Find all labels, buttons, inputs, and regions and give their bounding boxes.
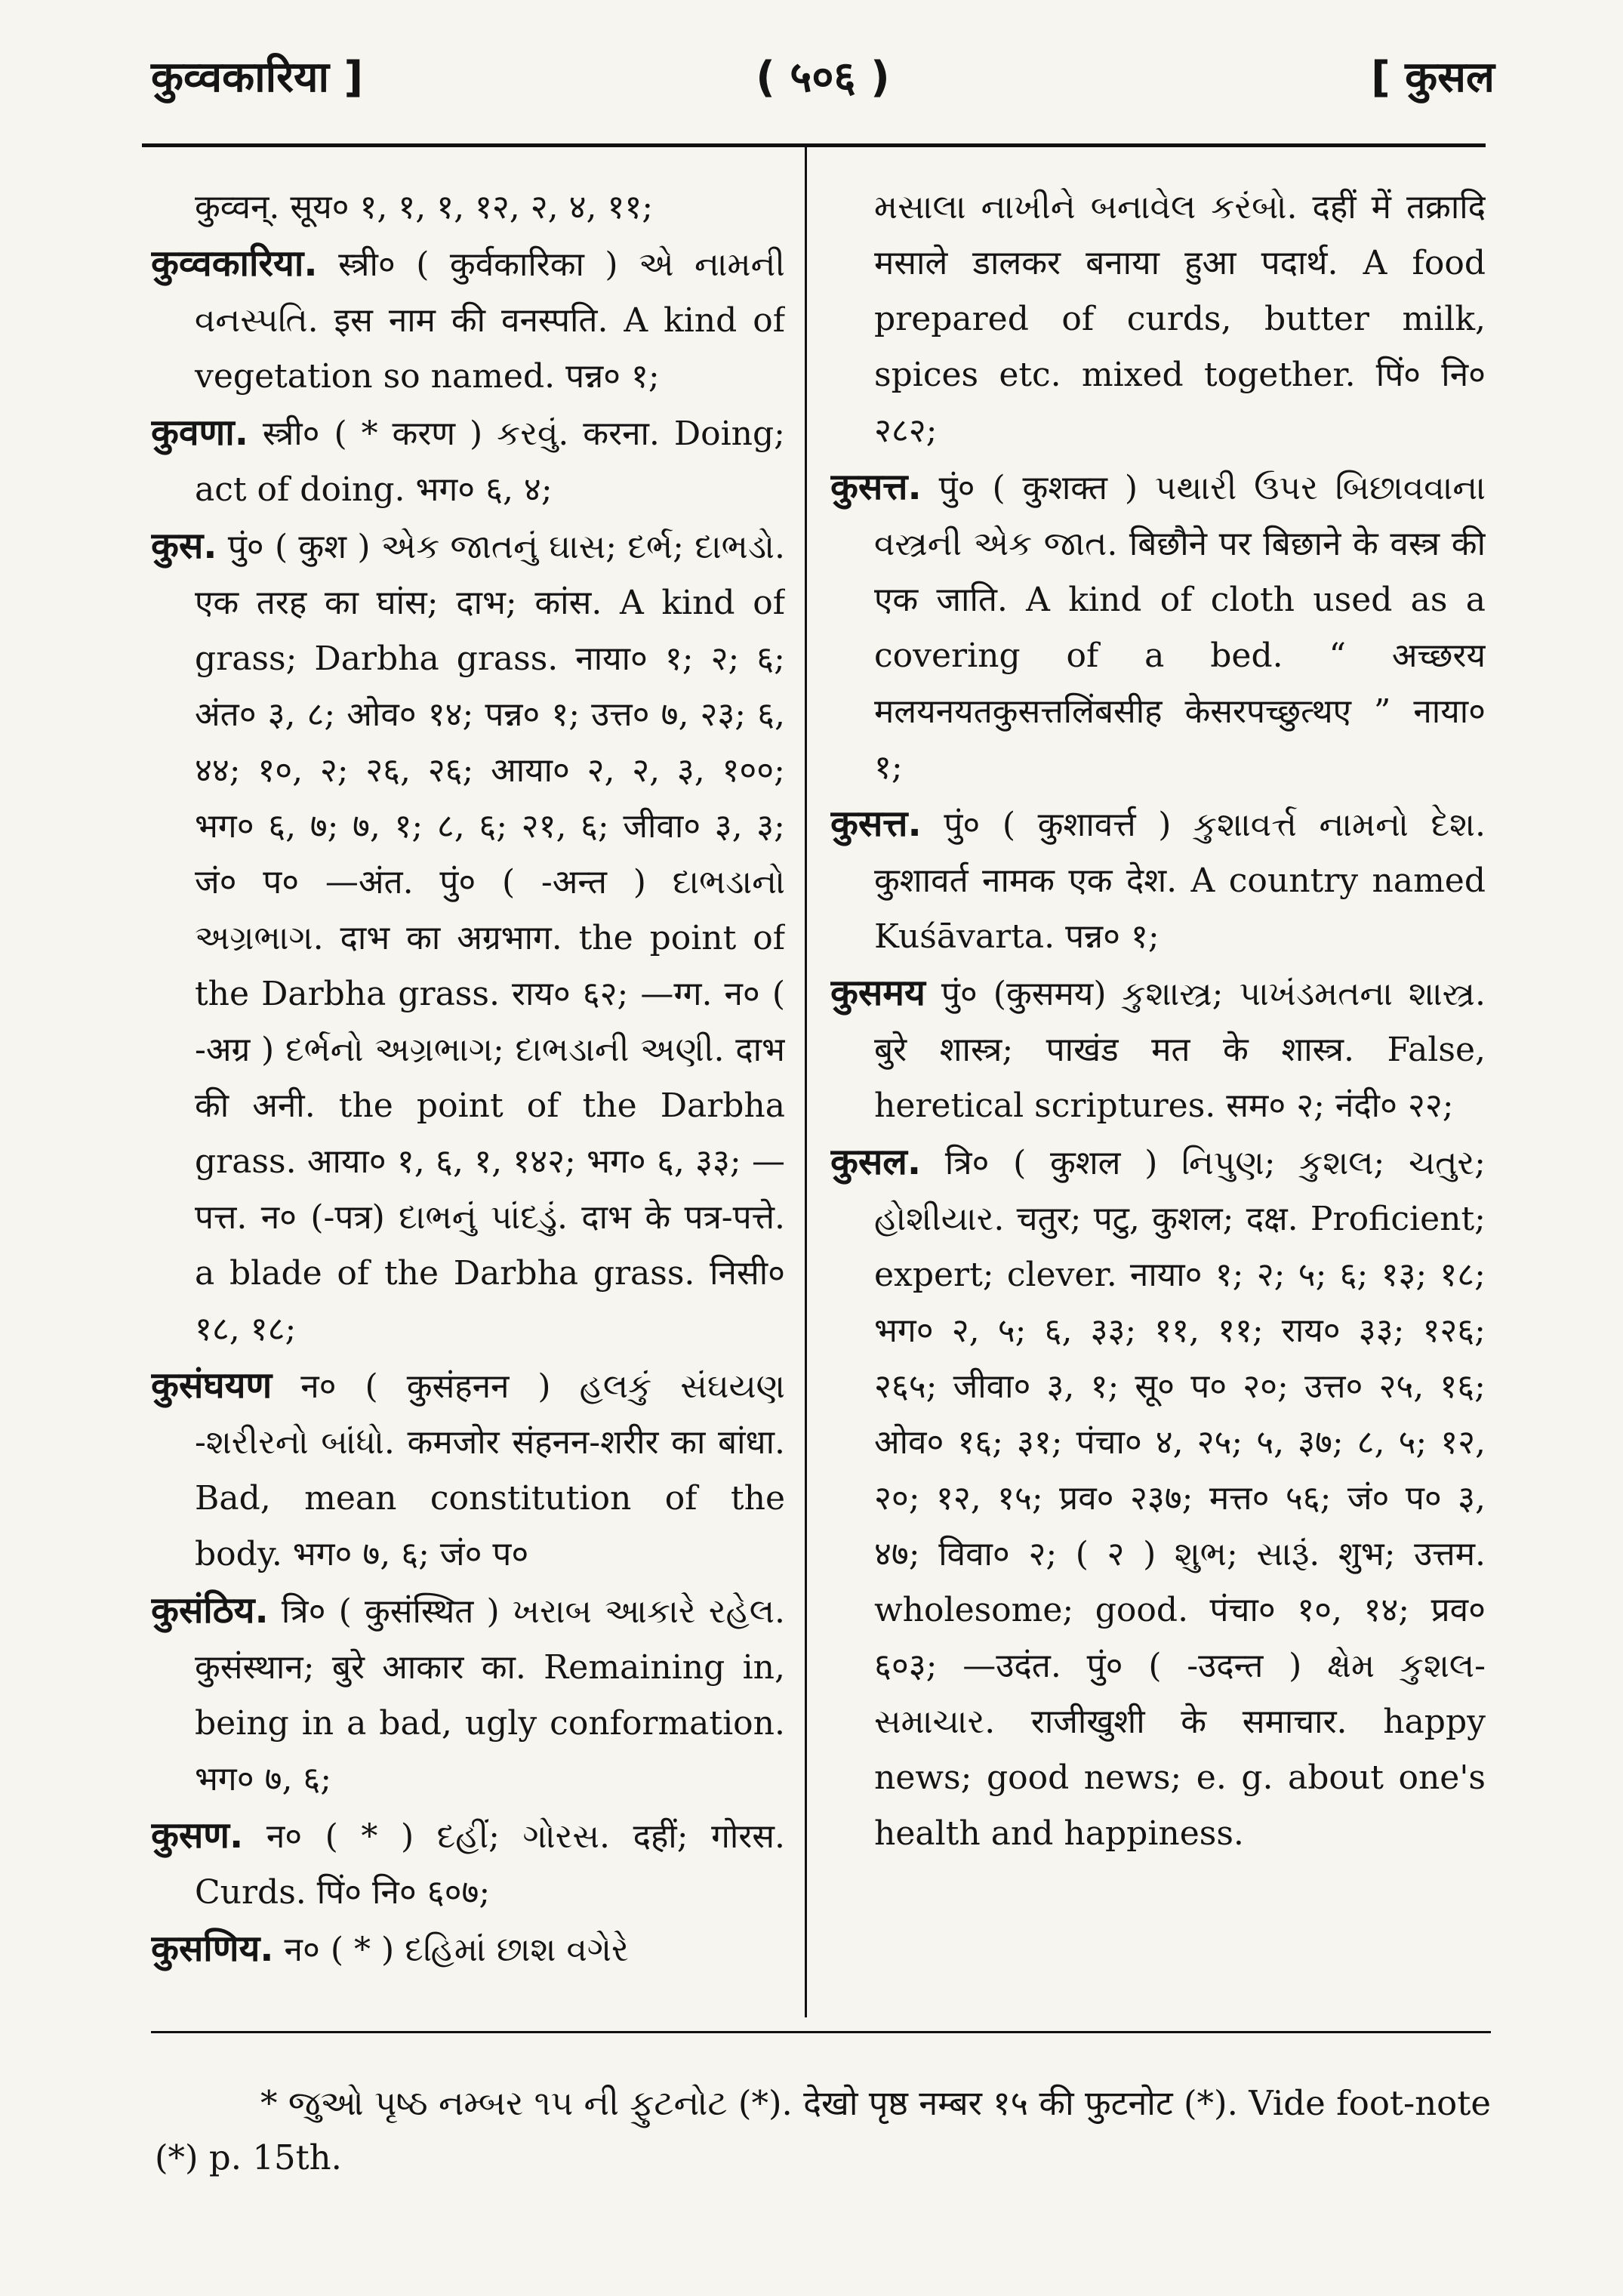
dictionary-entry	[830, 1134, 1486, 1862]
entry-text: મસાલા નાખીને બનાવેલ કરંબો. दहीं में तक्रादि मसाले डालकर बनाया हुआ पदार्थ. A food prepared of curds, butter milk, spices etc. mixed together. पिं० नि० २८२;	[874, 188, 1486, 450]
entry-text: न० ( * ) દહીં; ગોરસ. दहीं; गोरस. Curds. पिं० नि० ६०७;	[195, 1817, 785, 1912]
entry-text: न० ( कुसंहनन ) હલકું સંઘયણ -શરીરનો બાંધો. कमजोर संहनन-शरीर का बांधा. Bad, mean constitution of the body. भग० ७, ६; जं० प०	[195, 1367, 785, 1573]
entry-text: कुव्वन्. सूय० १, १, १, १२, २, ४, ११;	[195, 188, 654, 227]
dictionary-entry	[151, 236, 785, 405]
dictionary-entry	[151, 405, 785, 518]
entry-text: त्रि० ( कुसंस्थित ) ખરાબ આકારે રહેલ. कुसंस्थान; बुरे आकार का. Remaining in, being in a bad, ugly conformation. भग० ७, ६;	[195, 1592, 785, 1798]
entry-headword: कुवणा.	[151, 411, 248, 454]
dictionary-entry	[151, 1358, 785, 1583]
header-left-guideword: कुव्वकारिया ]	[151, 53, 364, 102]
dictionary-entry	[830, 796, 1486, 965]
entry-text: त्रि० ( कुशल ) નિપુણ; કુશલ; ચતુર; હોશીયાર. चतुर; पटु, कुशल; दक्ष. Proficient; expert; clever. नाया० १; २; ५; ६; १३; १८; भग० २, ५; ६, ३३; ११, ११; राय० ३३; १२६; २६५; जीवा० ३, १; सू० प० २०; उत्त० २५, १६; ओव० १६; ३१; पंचा० ४, २५; ५, ३७; ८, ५; १२, २०; १२, १५; प्रव० २३७; मत्त० ५६; जं० प० ३, ४७; विवा० २; ( २ ) શુભ; સારૂં. शुभ; उत्तम. wholesome; good. पंचा० १०, १४; प्रव० ६०३; —उदंत. पुं० ( -उदन्त ) ક્ષેમ કુશલ-સમાચાર. राजीखुशी के समाचार. happy news; good news; e. g. about one's health and happiness.	[874, 1144, 1486, 1853]
entry-headword: कुसत्त.	[830, 466, 922, 508]
entry-text: स्त्री० ( कुर्वकारिका ) એ નામની વનસ્પતિ. इस नाम की वनस्पति. A kind of vegetation so named. पन्न० १;	[195, 245, 785, 396]
dictionary-entry	[151, 1583, 785, 1808]
dictionary-entry	[830, 459, 1486, 796]
footnote-rule	[151, 2031, 1491, 2033]
entry-headword: कुसल.	[830, 1141, 922, 1183]
page-number: ( ५०६ )	[756, 53, 890, 102]
dictionary-entry	[151, 1921, 785, 1978]
dictionary-entry	[151, 180, 785, 236]
column-divider	[805, 145, 807, 2017]
dictionary-entry	[830, 180, 1486, 459]
entry-headword: कुसणिय.	[151, 1928, 274, 1970]
entry-headword: कुसंठिय.	[151, 1589, 269, 1632]
page-header	[151, 39, 1495, 122]
entry-headword: कुसमय	[830, 972, 925, 1014]
dictionary-entry	[151, 518, 785, 1358]
left-column	[151, 180, 785, 2007]
entry-text: स्त्री० ( * करण ) કરવું. करना. Doing; act of doing. भग० ६, ४;	[195, 415, 785, 509]
right-column	[830, 180, 1486, 2007]
entry-text: पुं० ( कुशावर्त्त ) કુશાવર્ત્ત નામનો દેશ. कुशावर्त नामक एक देश. A country named Kuśāvarta. पन्न० १;	[874, 806, 1486, 956]
header-right-guideword: [ कुसल	[1371, 53, 1495, 102]
entry-text: न० ( * ) દહિમાં છાશ વગેરે	[284, 1931, 629, 1969]
entry-text: पुं० ( कुश ) એક જાતનું ઘાસ; દર્ભ; દાભડો. एक तरह का घांस; दाभ; कांस. A kind of grass; Darbha grass. नाया० १; २; ६; अंत० ३, ८; ओव० १४; पन्न० १; उत्त० ७, २३; ६, ४४; १०, २; २६, २६; आया० २, २, ३, १००; भग० ६, ७; ७, १; ८, ६; २१, ६; जीवा० ३, ३; जं० प० —अंत. पुं० ( -अन्त ) દાભડાનો અગ્રભાગ. दाभ का अग्रभाग. the point of the Darbha grass. राय० ६२; —ग्ग. न० ( -अग्र ) દર્ભનો અગ્રભાગ; દાભડાની અણી. दाभ की अनी. the point of the Darbha grass. आया० १, ६, १, १४२; भग० ६, ३३; —पत्त. न० (-पत्र) દાભનું પાંદડું. दाभ के पत्र-पत्ते. a blade of the Darbha grass. निसी० १८, १८;	[195, 528, 785, 1348]
entry-headword: कुस.	[151, 525, 217, 567]
entry-headword: कुसंघयण	[151, 1364, 273, 1407]
dictionary-entry	[830, 965, 1486, 1134]
entry-headword: कुसत्त.	[830, 803, 922, 845]
entry-headword: कुसण.	[151, 1814, 244, 1857]
dictionary-entry	[151, 1808, 785, 1921]
entry-headword: कुव्वकारिया.	[151, 242, 318, 285]
entry-text: पुं० ( कुशक्त ) પથારી ઉપર બિછાવવાના વસ્ત્રની એક જાત. बिछौने पर बिछाने के वस्त्र की एक जाति. A kind of cloth used as a covering of a bed. “ अच्छरय मलयनयतकुसत्तलिंबसीह केसरपच्छुत्थए ” नाया० १;	[874, 469, 1486, 787]
footnote: * જુઓ પૃષ્ઠ નમ્બર ૧૫ ની ફુટનોટ (*). देखो पृष्ठ नम्बर १५ की फुटनोट (*). Vide foot-note (*) p. 15th.	[155, 2083, 1491, 2177]
entry-text: पुं० (कुसमय) કુશાસ્ત્ર; પાખંડમતના શાસ્ત્ર. बुरे शास्त्र; पाखंड मत के शास्त्र. False, heretical scriptures. सम० २; नंदी० २२;	[874, 975, 1486, 1125]
top-rule	[142, 143, 1486, 147]
